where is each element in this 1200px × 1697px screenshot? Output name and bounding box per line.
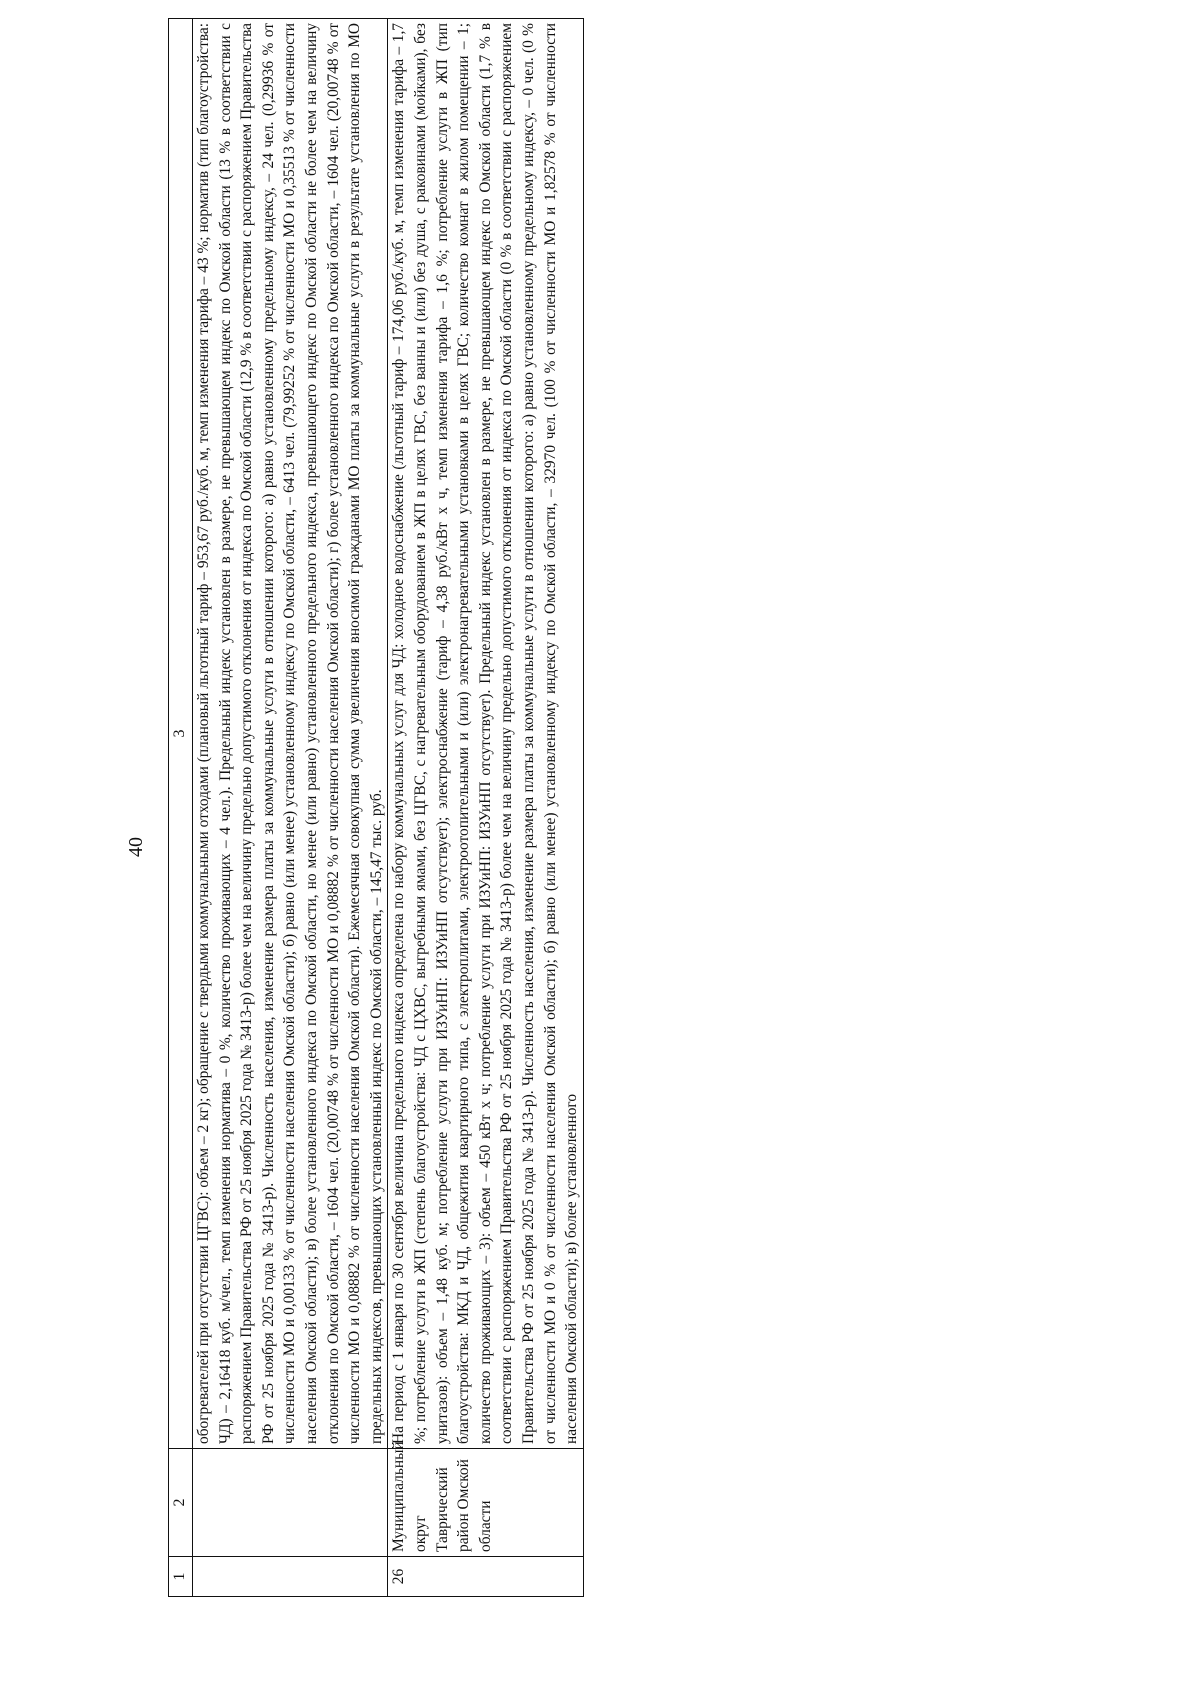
municipality-cell [193,1449,388,1557]
table-row [388,19,583,1597]
row-number-cell [193,1557,388,1597]
header-cell-1: 1 [169,1557,193,1597]
header-cell-3: 3 [169,19,193,1449]
header-cell-2: 2 [169,1449,193,1557]
row-number-cell: 26 [388,1557,583,1597]
table-header-row [169,19,193,1597]
table-row [193,19,388,1597]
description-cell: На период с 1 января по 30 сентября величина предельного индекса определена по набору коммунальных услуг для ЧД: холодное водоснабжение (льготный тариф – 174,06 руб./куб. м, темп изменения тарифа – 1,7 %; потребление услуги в ЖП (степень благоустройства: ЧД с ЦХВС, выгребными ямами, без ЦГВС, с нагревательным оборудованием в ЖП в целях ГВС, без ванны и (или) без душа, с раковинами (мойками), без унитазов): объем – 1,48 куб. м; потребление услуги при ИЗУиНП: ИЗУиНП отсутствует); электроснабжение (тариф – 4,38 руб./кВт х ч, темп изменения тарифа – 1,6 %; потребление услуги в ЖП (тип благоустройства: МКД и ЧД, общежития квартирного типа, с электроплитами, электроотопительными и (или) электронагревательными установками в целях ГВС; количество комнат в жилом помещении – 1; количество проживающих – 3): объем – 450 кВт х ч; потребление услуги при ИЗУиНП: ИЗУиНП отсутствует). Предельный индекс установлен в размере, не превышающем индекс по Омской области (1,7 % в соответствии с распоряжением Правительства РФ от 25 ноября 2025 года № 3413-р) более чем на величину предельно допустимого отклонения от индекса по Омской области (0 % в соответствии с распоряжением Правительства РФ от 25 ноября 2025 года № 3413-р). Численность населения, изменение размера платы за коммунальные услуги в отношении которого: а) равно установленному предельному индексу, – 0 чел. (0 % от численности МО и 0 % от численности населения Омской области); б) равно (или менее) установленному индексу по Омской области, – 32970 чел. (100 % от численности МО и 1,82578 % от численности населения Омской области); в) более установленного [388,19,583,1449]
municipality-cell: Муниципальный округ Таврический район Омской области [388,1449,583,1557]
page-number: 40 [125,837,147,857]
description-cell: обогревателей при отсутствии ЦГВС): объем – 2 кг); обращение с твердыми коммунальными отходами (плановый льготный тариф – 953,67 руб./куб. м, темп изменения тарифа – 43 %; норматив (тип благоустройства: ЧД) – 2,16418 куб. м/чел., темп изменения норматива – 0 %, количество проживающих – 4 чел.). Предельный индекс установлен в размере, не превышающем индекс по Омской области (13 % в соответствии с распоряжением Правительства РФ от 25 ноября 2025 года № 3413-р) более чем на величину предельно допустимого отклонения от индекса по Омской области (12,9 % в соответствии с распоряжением Правительства РФ от 25 ноября 2025 года № 3413-р). Численность населения, изменение размера платы за коммунальные услуги в отношении которого: а) равно установленному предельному индексу, – 24 чел. (0,29936 % от численности МО и 0,00133 % от численности населения Омской области); б) равно (или менее) установленному индексу по Омской области, – 6413 чел. (79,99252 % от численности МО и 0,35513 % от численности населения Омской области); в) более установленного индекса по Омской области, но менее (или равно) установленного предельного индекса, превышающего индекс по Омской области не более чем на величину отклонения по Омской области, – 1604 чел. (20,00748 % от численности МО и 0,08882 % от численности населения Омской области); г) более установленного индекса по Омской области, – 1604 чел. (20,00748 % от численности МО и 0,08882 % от численности населения Омской области). Ежемесячная совокупная сумма увеличения вносимой гражданами МО платы за коммунальные услуги в результате установления по МО предельных индексов, превышающих установленный индекс по Омской области, – 145,47 тыс. руб. [193,19,388,1449]
tariff-table [168,18,584,1597]
